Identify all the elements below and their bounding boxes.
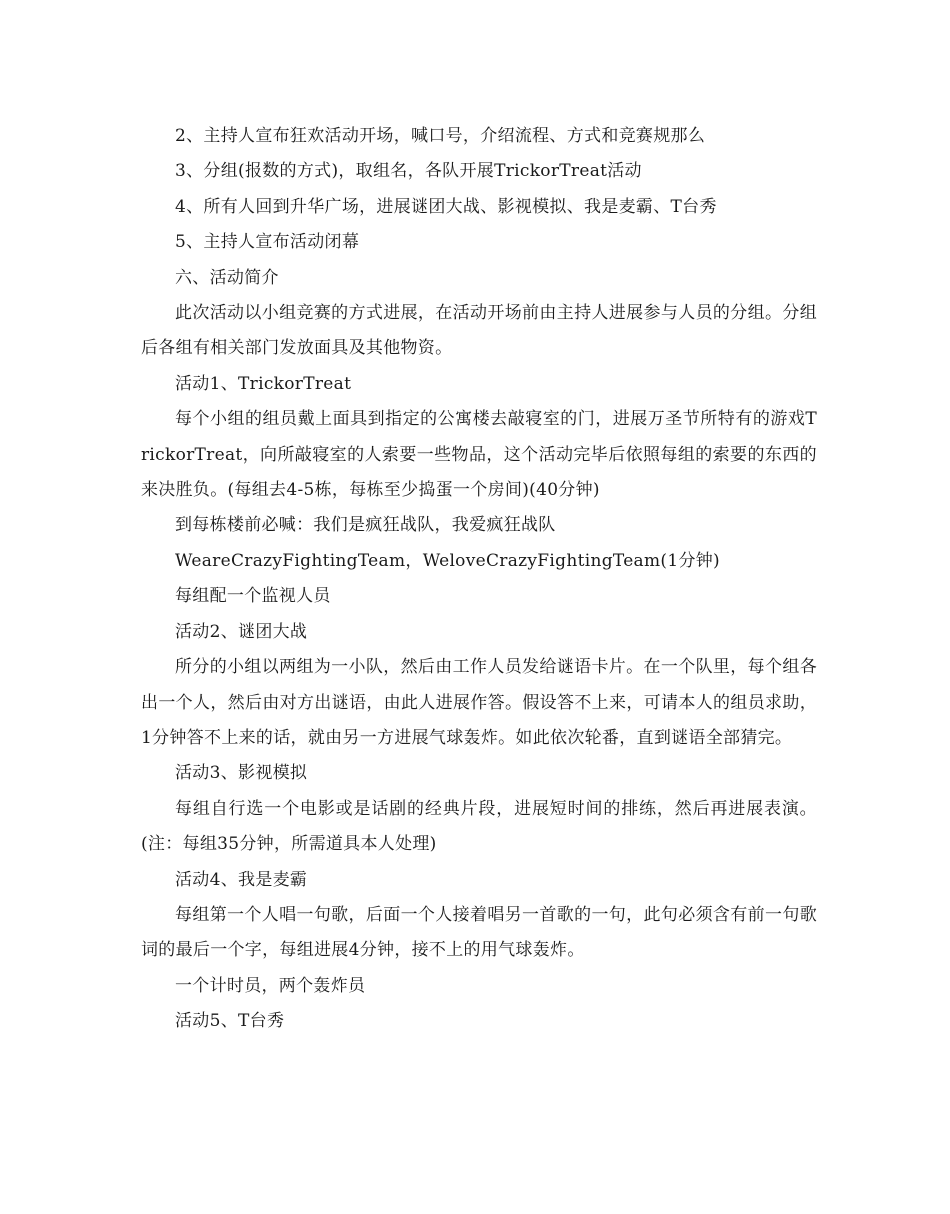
activity-3-description: 每组自行选一个电影或是话剧的经典片段，进展短时间的排练，然后再进展表演。(注：每组35分钟，所需道具本人处理) — [141, 798, 817, 855]
activity-1-slogan-cn: 到每栋楼前必喊：我们是疯狂战队，我爱疯狂战队 — [175, 515, 556, 536]
activity-1-heading: 活动1、TrickorTreat — [175, 373, 352, 394]
document-body — [141, 119, 817, 1040]
paragraph-step-4: 4、所有人回到升华广场，进展谜团大战、影视模拟、我是麦霸、T台秀 — [175, 196, 717, 217]
activity-4-staff: 一个计时员，两个轰炸员 — [175, 975, 366, 996]
activity-3-heading: 活动3、影视模拟 — [175, 763, 308, 784]
activity-4-description: 每组第一个人唱一句歌，后面一个人接着唱另一首歌的一句，此句必须含有前一句歌词的最后一个字，每组进展4分钟，接不上的用气球轰炸。 — [141, 904, 817, 961]
paragraph-step-3: 3、分组(报数的方式)，取组名，各队开展TrickorTreat活动 — [175, 161, 642, 182]
section-heading-activity-intro: 六、活动简介 — [175, 267, 279, 288]
activity-5-heading: 活动5、T台秀 — [175, 1011, 285, 1032]
activity-1-description: 每个小组的组员戴上面具到指定的公寓楼去敲寝室的门，进展万圣节所特有的游戏TrickorTreat，向所敲寝室的人索要一些物品，这个活动完毕后依照每组的索要的东西的来决胜负。(每组去4-5栋，每栋至少捣蛋一个房间)(40分钟) — [141, 409, 817, 501]
paragraph-intro: 此次活动以小组竞赛的方式进展，在活动开场前由主持人进展参与人员的分组。分组后各组有相关部门发放面具及其他物资。 — [141, 303, 817, 359]
activity-1-slogan-en: WeareCrazyFightingTeam，WeloveCrazyFightingTeam(1分钟) — [175, 550, 720, 571]
paragraph-step-2: 2、主持人宣布狂欢活动开场，喊口号，介绍流程、方式和竞赛规那么 — [175, 126, 706, 146]
paragraph-step-5: 5、主持人宣布活动闭幕 — [175, 232, 360, 253]
activity-2-description: 所分的小组以两组为一小队，然后由工作人员发给谜语卡片。在一个队里，每个组各出一个人，然后由对方出谜语，由此人进展作答。假设答不上来，可请本人的组员求助，1分钟答不上来的话，就由另一方进展气球轰炸。如此依次轮番，直到谜语全部猜完。 — [141, 657, 817, 748]
activity-2-heading: 活动2、谜团大战 — [175, 621, 308, 642]
activity-4-heading: 活动4、我是麦霸 — [175, 869, 308, 890]
activity-1-monitor: 每组配一个监视人员 — [175, 586, 331, 607]
